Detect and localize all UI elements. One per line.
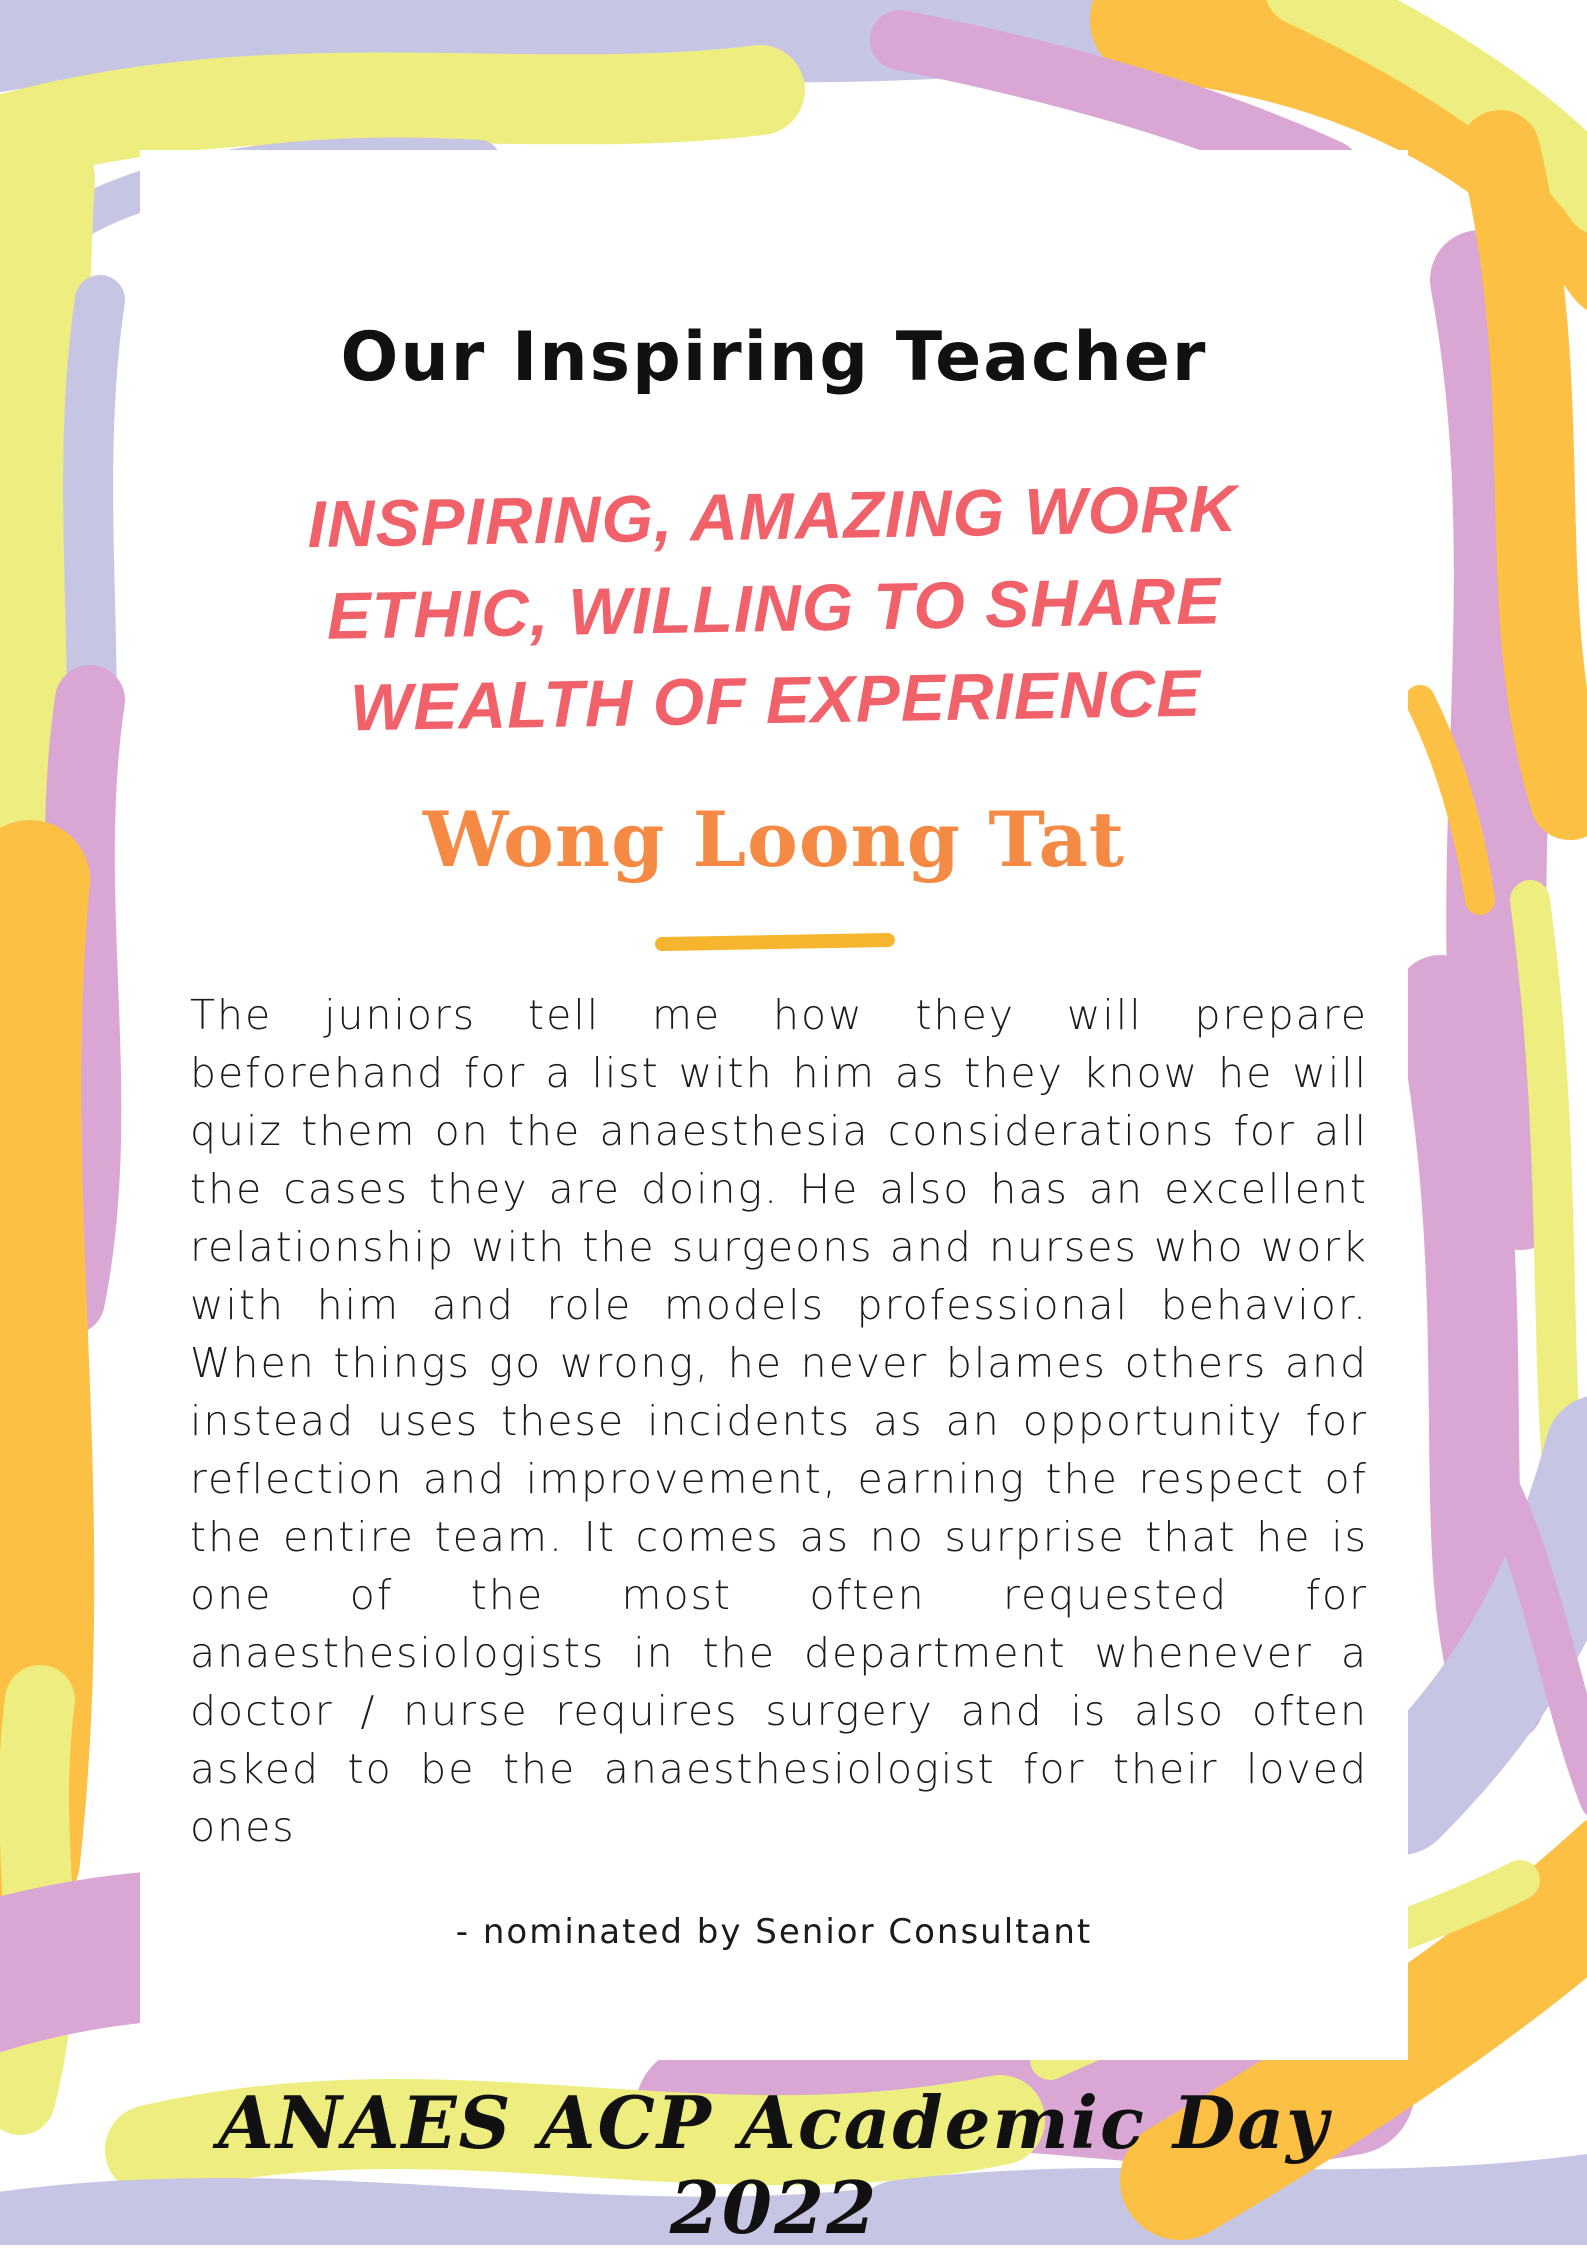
nomination-attribution: - nominated by Senior Consultant [455,1912,1093,1952]
event-footer: ANAES ACP Academic Day 2022 [218,2080,1330,2250]
poster-heading: Our Inspiring Teacher [340,318,1208,397]
poster-card [140,150,1408,2250]
poster-tagline: INSPIRING, AMAZING WORK ETHIC, WILLING TO SHARE WEALTH OF EXPERIENCE [306,470,1238,745]
name-underline-divider [655,933,895,951]
nomination-text: The juniors tell me how they will prepare beforehand for a list with him as they know he will quiz them on the anaesthesia considerations for all the cases they are doing. He also has an excellent relationship with the surgeons and nurses who work with him and role models professional behavior. When things go wrong, he never blames others and instead uses these incidents as an opportunity for reflection and improvement, earning the respect of the entire team. It comes as no surprise that he is one of the most often requested for anaesthesiologists in the department whenever a doctor / nurse requires surgery and is also often asked to be the anaesthesiologist for their loved ones [190,991,1368,1851]
teacher-name: Wong Loong Tat [422,795,1125,884]
